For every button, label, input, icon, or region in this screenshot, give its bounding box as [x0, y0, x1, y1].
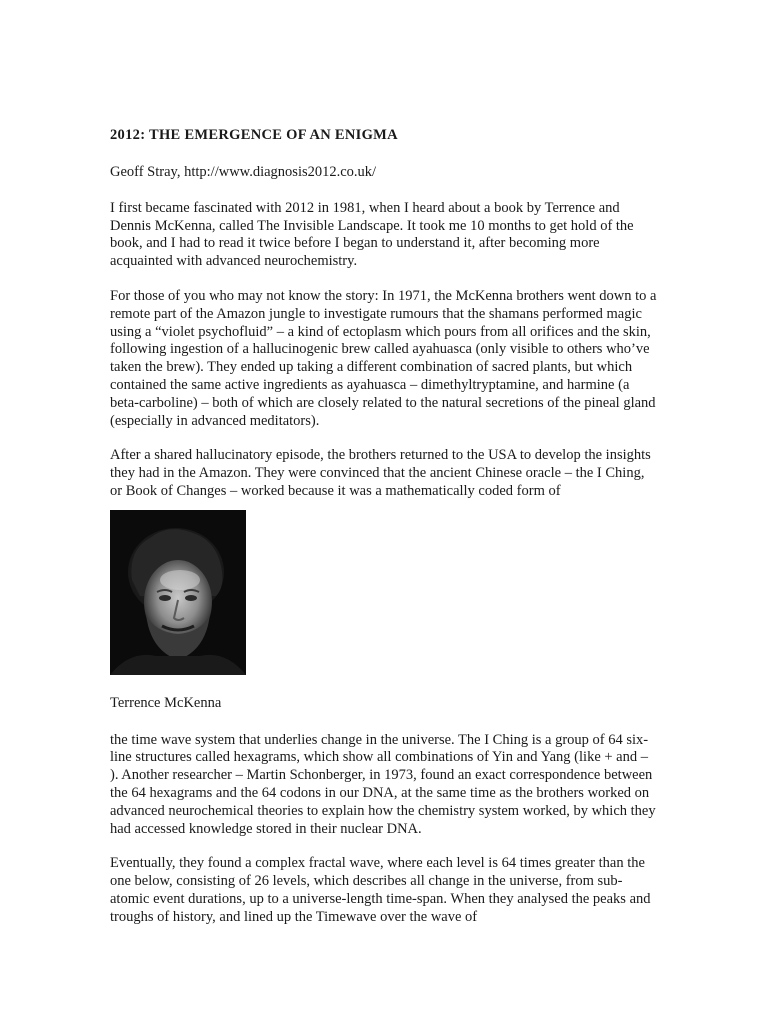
paragraph-2: For those of you who may not know the story: In 1971, the McKenna brothers went down to a remote part of the Amazon jungle to investigate rumours that the shamans performed magic using a “violet psychofluid” – a kind of ectoplasm which pours from all orifices and the skin, following ingestion of a hallucinogenic brew called ayahuasca (only visible to others who’ve taken the brew). They ended up taking a different combination of sacred plants, but which contained the same active ingredients as ayahuasca – dimethyltryptamine, and harmine (a beta-carboline) – both of which are closely related to the natural secretions of the pineal gland (especially in advanced meditators). — [110, 287, 657, 429]
portrait-photo — [110, 510, 246, 675]
paragraph-4: the time wave system that underlies change in the universe. The I Ching is a group of 64 six-line structures called hexagrams, which show all combinations of Yin and Yang (like + and – ). Another researcher – Martin Schonberger, in 1973, found an exact correspondence between the 64 hexagrams and the 64 codons in our DNA, at the same time as the brothers worked on advanced neurochemical theories to explain how the chemistry system worked, by which they had accessed knowledge stored in their nuclear DNA. — [110, 731, 656, 837]
document-page — [110, 126, 658, 944]
author-byline: Geoff Stray, http://www.diagnosis2012.co.uk/ — [110, 164, 377, 180]
document-title: 2012: THE EMERGENCE OF AN ENIGMA — [110, 127, 398, 143]
paragraph-1: I first became fascinated with 2012 in 1981, when I heard about a book by Terrence and Dennis McKenna, called The Invisible Landscape. It took me 10 months to get hold of the book, and I had to read it twice before I began to understand it, after becoming more acquainted with advanced neurochemistry. — [110, 199, 634, 270]
paragraph-3: After a shared hallucinatory episode, the brothers returned to the USA to develop the insights they had in the Amazon. They were convinced that the ancient Chinese oracle – the I Ching, or Book of Changes – worked because it was a mathematically coded form of — [110, 447, 651, 499]
paragraph-5: Eventually, they found a complex fractal wave, where each level is 64 times greater than the one below, consisting of 26 levels, which describes all change in the universe, from sub-atomic event durations, up to a universe-length time-span. When they analysed the peaks and troughs of history, and lined up the Timewave over the wave of — [110, 855, 651, 925]
image-caption: Terrence McKenna — [110, 694, 222, 711]
